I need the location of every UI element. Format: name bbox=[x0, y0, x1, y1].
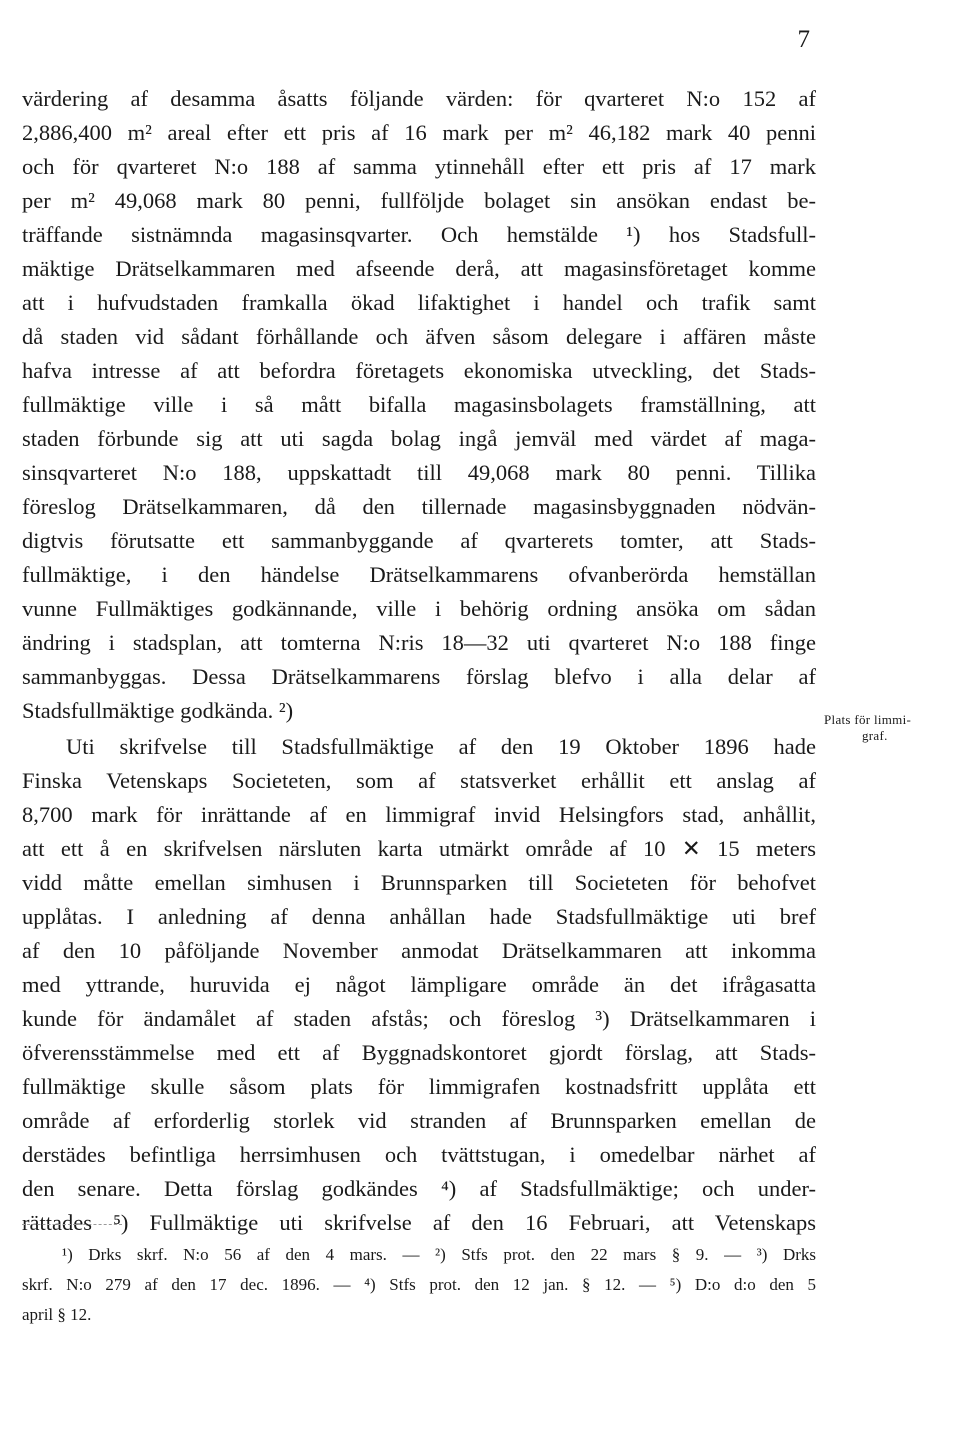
text-line: Stadsfullmäktige godkända. ²) bbox=[22, 698, 294, 723]
text-line: Finska Vetenskaps Societeten, som af statsverket erhållit ett anslag af bbox=[22, 768, 816, 793]
text-line: af den 10 påföljande November anmodat Drätselkammaren att inkomma bbox=[22, 938, 816, 963]
text-line: derstädes befintliga herrsimhusen och tvättstugan, i omedelbar närhet af bbox=[22, 1142, 816, 1167]
text-line: och för qvarteret N:o 188 af samma ytinnehåll efter ett pris af 17 mark bbox=[22, 154, 816, 179]
text-line: kunde för ändamålet af staden afstås; och föreslog ³) Drätselkammaren i bbox=[22, 1006, 816, 1031]
text-line: värdering af desamma åsatts följande värden: för qvarteret N:o 152 af bbox=[22, 86, 816, 111]
text-line: staden förbunde sig att uti sagda bolag ingå jemväl med värdet af maga- bbox=[22, 426, 816, 451]
text-line: 8,700 mark för inrättande af en limmigraf invid Helsingfors stad, anhållit, bbox=[22, 802, 816, 827]
body-text bbox=[22, 82, 816, 1240]
margin-note-line: Plats för limmi- bbox=[824, 712, 912, 727]
text-line: digtvis förutsatte ett sammanbyggande af qvarterets tomter, att Stads- bbox=[22, 528, 816, 553]
text-line: ändring i stadsplan, att tomterna N:ris 18—32 uti qvarteret N:o 188 finge bbox=[22, 630, 816, 655]
text-line: Uti skrifvelse till Stadsfullmäktige af den 19 Oktober 1896 hade bbox=[66, 734, 816, 759]
text-line: hafva intresse af att befordra företagets ekonomiska utveckling, det Stads- bbox=[22, 358, 816, 383]
text-line: att ett å en skrifvelsen närsluten karta utmärkt område af 10 ✕ 15 meters bbox=[22, 836, 816, 861]
text-line: sinsqvarteret N:o 188, uppskattadt till 49,068 mark 80 penni. Tillika bbox=[22, 460, 816, 485]
text-line: rättades ⁵) Fullmäktige uti skrifvelse af den 16 Februari, att Vetenskaps bbox=[22, 1210, 816, 1235]
footnote-line: ¹) Drks skrf. N:o 56 af den 4 mars. — ²) Stfs prot. den 22 mars § 9. — ³) Drks bbox=[62, 1245, 816, 1264]
footnote-line: skrf. N:o 279 af den 17 dec. 1896. — ⁴) Stfs prot. den 12 jan. § 12. — ⁵) D:o d:o den 5 bbox=[22, 1275, 816, 1294]
text-line: fullmäktige skulle såsom plats för limmigrafen kostnadsfritt upplåta ett bbox=[22, 1074, 816, 1099]
footnotes bbox=[22, 1240, 816, 1330]
text-line: öfverensstämmelse med ett af Byggnadskontoret gjordt förslag, att Stads- bbox=[22, 1040, 816, 1065]
text-line: fullmäktige ville i så mått bifalla magasinsbolagets framställning, att bbox=[22, 392, 816, 417]
text-line: den senare. Detta förslag godkändes ⁴) af Stadsfullmäktige; och under- bbox=[22, 1176, 816, 1201]
text-line: med yttrande, huruvida ej något lämpligare område än det ifrågasatta bbox=[22, 972, 816, 997]
text-line: vidd måtte emellan simhusen i Brunnsparken till Societeten för behofvet bbox=[22, 870, 816, 895]
text-line: sammanbyggas. Dessa Drätselkammarens förslag blefvo i alla delar af bbox=[22, 664, 816, 689]
text-line: föreslog Drätselkammaren, då den tillernade magasinsbyggnaden nödvän- bbox=[22, 494, 816, 519]
text-line: då staden vid sådant förhållande och äfven såsom delegare i affären måste bbox=[22, 324, 816, 349]
text-line: vunne Fullmäktiges godkännande, ville i behörig ordning ansöka om sådan bbox=[22, 596, 816, 621]
text-line: område af erforderlig storlek vid stranden af Brunnsparken emellan de bbox=[22, 1108, 816, 1133]
margin-note bbox=[824, 712, 948, 744]
text-line: att i hufvudstaden framkalla ökad lifaktighet i handel och trafik samt bbox=[22, 290, 816, 315]
footnote-divider bbox=[22, 1224, 122, 1225]
text-line: träffande sistnämnda magasinsqvarter. Och hemstälde ¹) hos Stadsfull- bbox=[22, 222, 816, 247]
text-line: fullmäktige, i den händelse Drätselkammarens ofvanberörda hemställan bbox=[22, 562, 816, 587]
margin-note-line: graf. bbox=[862, 728, 888, 743]
text-line: per m² 49,068 mark 80 penni, fullföljde bolaget sin ansökan endast be- bbox=[22, 188, 816, 213]
page-number: 7 bbox=[797, 26, 810, 53]
text-line: upplåtas. I anledning af denna anhållan hade Stadsfullmäktige uti bref bbox=[22, 904, 816, 929]
footnote-line: april § 12. bbox=[22, 1305, 92, 1324]
text-line: mäktige Drätselkammaren med afseende derå, att magasinsföretaget komme bbox=[22, 256, 816, 281]
text-line: 2,886,400 m² areal efter ett pris af 16 mark per m² 46,182 mark 40 penni bbox=[22, 120, 816, 145]
